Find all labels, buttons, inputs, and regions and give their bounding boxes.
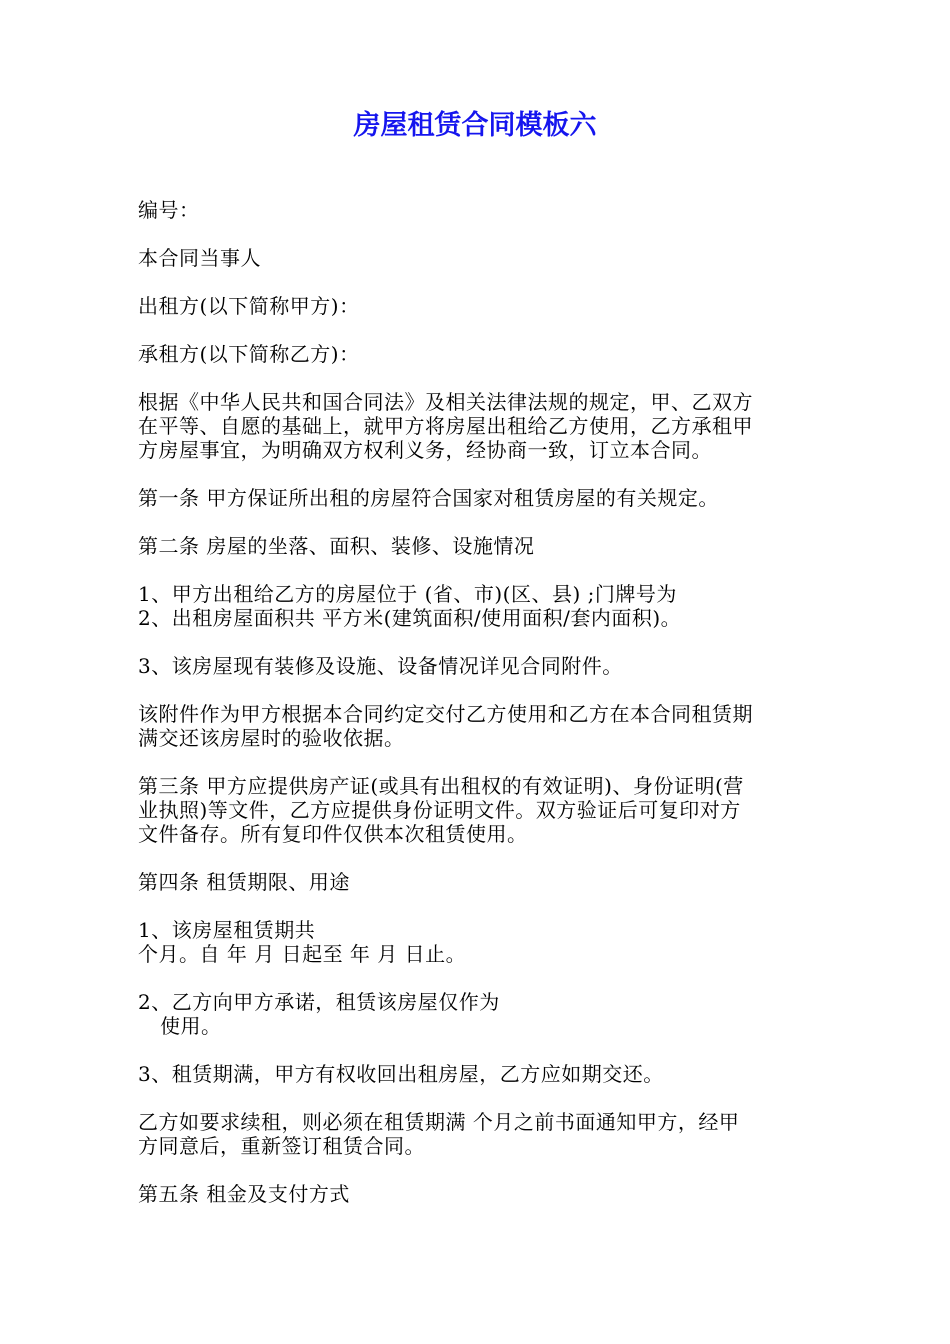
paragraph-line: 1、该房屋租赁期共 — [138, 918, 316, 942]
paragraph-line: 本合同当事人 — [138, 246, 261, 270]
paragraph-line: 第四条 租赁期限、用途 — [138, 870, 350, 894]
paragraph-line: 该附件作为甲方根据本合同约定交付乙方使用和乙方在本合同租赁期 — [138, 702, 753, 726]
paragraph-line: 方房屋事宜，为明确双方权利义务，经协商一致，订立本合同。 — [138, 438, 712, 462]
paragraph-article-1 — [138, 486, 816, 510]
paragraph-line: 方同意后，重新签订租赁合同。 — [138, 1134, 425, 1158]
paragraph-article-4-heading — [138, 870, 816, 894]
paragraph-preamble — [138, 390, 816, 462]
paragraph-article-4-item-2 — [138, 990, 816, 1038]
paragraph-attachment-note — [138, 702, 816, 750]
paragraph-line: 第一条 甲方保证所出租的房屋符合国家对租赁房屋的有关规定。 — [138, 486, 719, 510]
paragraph-line: 1、甲方出租给乙方的房屋位于 (省、市)(区、县) ;门牌号为 — [138, 582, 677, 606]
document-title: 房屋租赁合同模板六 — [353, 110, 597, 141]
paragraph-lessor — [138, 294, 816, 318]
paragraph-line: 2、出租房屋面积共 平方米(建筑面积/使用面积/套内面积)。 — [138, 606, 682, 630]
paragraph-line: 在平等、自愿的基础上，就甲方将房屋出租给乙方使用，乙方承租甲 — [138, 414, 753, 438]
paragraph-serial-number — [138, 198, 816, 222]
paragraph-line: 第三条 甲方应提供房产证(或具有出租权的有效证明)、身份证明(营 — [138, 774, 744, 798]
paragraph-line: 承租方(以下简称乙方)： — [138, 342, 360, 366]
document-body — [138, 198, 816, 1230]
paragraph-line: 业执照)等文件，乙方应提供身份证明文件。双方验证后可复印对方 — [138, 798, 741, 822]
paragraph-line: 第二条 房屋的坐落、面积、装修、设施情况 — [138, 534, 535, 558]
paragraph-line: 第五条 租金及支付方式 — [138, 1182, 350, 1206]
paragraph-article-5-heading — [138, 1182, 816, 1206]
paragraph-lessee — [138, 342, 816, 366]
paragraph-article-2-item-3 — [138, 654, 816, 678]
paragraph-line: 2、乙方向甲方承诺，租赁该房屋仅作为 — [138, 990, 500, 1014]
paragraph-article-2-items — [138, 582, 816, 630]
paragraph-line: 个月。自 年 月 日起至 年 月 日止。 — [138, 942, 467, 966]
paragraph-parties-heading — [138, 246, 816, 270]
paragraph-article-2-heading — [138, 534, 816, 558]
paragraph-renewal — [138, 1110, 816, 1158]
paragraph-line: 满交还该房屋时的验收依据。 — [138, 726, 405, 750]
paragraph-article-4-item-1 — [138, 918, 816, 966]
paragraph-line: 使用。 — [160, 1014, 222, 1038]
paragraph-line: 编号： — [138, 198, 200, 222]
paragraph-line: 根据《中华人民共和国合同法》及相关法律法规的规定，甲、乙双方 — [138, 390, 753, 414]
paragraph-line: 乙方如要求续租，则必须在租赁期满 个月之前书面通知甲方，经甲 — [138, 1110, 740, 1134]
paragraph-article-3 — [138, 774, 816, 846]
paragraph-line: 3、租赁期满，甲方有权收回出租房屋，乙方应如期交还。 — [138, 1062, 664, 1086]
paragraph-line: 3、该房屋现有装修及设施、设备情况详见合同附件。 — [138, 654, 623, 678]
paragraph-line: 出租方(以下简称甲方)： — [138, 294, 360, 318]
paragraph-line: 文件备存。所有复印件仅供本次租赁使用。 — [138, 822, 528, 846]
paragraph-article-4-item-3 — [138, 1062, 816, 1086]
